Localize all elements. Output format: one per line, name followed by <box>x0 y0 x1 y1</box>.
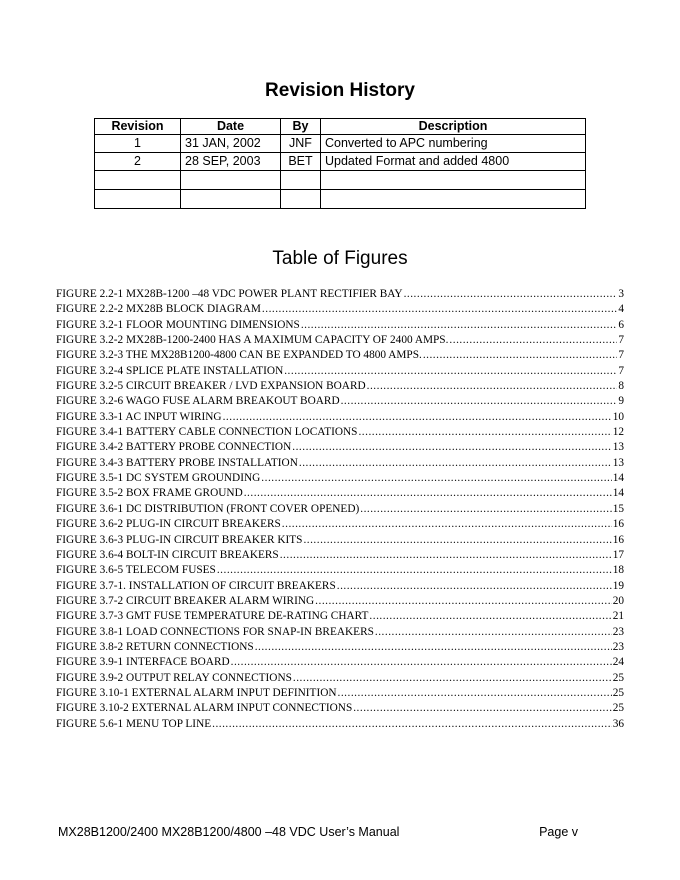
toc-entry-label: FIGURE 3.8-2 RETURN CONNECTIONS <box>56 640 254 653</box>
toc-entry-label: FIGURE 3.2-1 FLOOR MOUNTING DIMENSIONS <box>56 318 300 331</box>
toc-entry-page: 36 <box>612 717 624 730</box>
toc-entry[interactable] <box>56 302 624 317</box>
toc-entry[interactable] <box>56 594 624 609</box>
toc-entry-label: FIGURE 3.8-1 LOAD CONNECTIONS FOR SNAP-IN BREAKERS <box>56 625 374 638</box>
toc-entry-label: FIGURE 3.6-2 PLUG-IN CIRCUIT BREAKERS <box>56 518 281 531</box>
toc-entry[interactable] <box>56 502 624 517</box>
cell-empty <box>181 171 281 190</box>
toc-entry[interactable] <box>56 517 624 532</box>
cell-empty <box>321 190 586 209</box>
toc-entry-label: FIGURE 3.4-3 BATTERY PROBE INSTALLATION <box>56 456 298 469</box>
toc-dot-leader <box>255 640 612 655</box>
toc-entry-page: 23 <box>612 625 624 638</box>
cell-description: Converted to APC numbering <box>321 135 586 153</box>
toc-entry-page: 9 <box>618 395 624 408</box>
toc-entry-label: FIGURE 2.2-1 MX28B-1200 –48 VDC POWER PLANT RECTIFIER BAY <box>56 288 403 300</box>
toc-entry-page: 14 <box>612 487 624 500</box>
cell-by: JNF <box>281 135 321 153</box>
toc-entry-page: 25 <box>612 686 624 699</box>
toc-entry[interactable] <box>56 548 624 563</box>
toc-entry-page: 25 <box>612 671 624 684</box>
toc-entry-page: 13 <box>612 456 624 469</box>
toc-dot-leader <box>338 686 612 701</box>
toc-entry[interactable] <box>56 471 624 486</box>
table-of-figures-list <box>56 287 624 732</box>
toc-entry-page: 21 <box>612 610 624 623</box>
toc-entry[interactable] <box>56 333 624 348</box>
toc-dot-leader <box>375 625 612 640</box>
toc-entry-label: FIGURE 3.5-2 BOX FRAME GROUND <box>56 487 243 500</box>
cell-empty <box>281 190 321 209</box>
footer-page-number: Page v <box>539 825 578 839</box>
cell-empty <box>95 190 181 209</box>
toc-entry-page: 7 <box>618 349 624 362</box>
toc-dot-leader <box>337 579 612 594</box>
toc-entry-label: FIGURE 3.2-2 MX28B-1200-2400 HAS A MAXIMUM CAPACITY OF 2400 AMPS. <box>56 334 449 347</box>
toc-entry[interactable] <box>56 364 624 379</box>
toc-entry-page: 13 <box>612 441 624 454</box>
toc-dot-leader <box>231 655 612 670</box>
table-row-empty <box>95 190 586 209</box>
toc-entry[interactable] <box>56 410 624 425</box>
toc-dot-leader <box>315 594 612 609</box>
toc-dot-leader <box>299 456 612 471</box>
toc-entry[interactable] <box>56 655 624 670</box>
toc-entry-label: FIGURE 3.3-1 AC INPUT WIRING <box>56 410 222 423</box>
table-row <box>95 153 586 171</box>
toc-dot-leader <box>262 302 617 317</box>
toc-dot-leader <box>282 517 612 532</box>
toc-entry-label: FIGURE 3.6-4 BOLT-IN CIRCUIT BREAKERS <box>56 548 279 561</box>
toc-entry-label: FIGURE 3.4-2 BATTERY PROBE CONNECTION <box>56 441 292 454</box>
toc-entry-page: 10 <box>612 410 624 423</box>
toc-entry-page: 16 <box>612 518 624 531</box>
table-row <box>95 135 586 153</box>
toc-dot-leader <box>261 471 611 486</box>
toc-dot-leader <box>217 563 612 578</box>
toc-entry-label: FIGURE 3.5-1 DC SYSTEM GROUNDING <box>56 472 261 485</box>
toc-entry[interactable] <box>56 440 624 455</box>
toc-dot-leader <box>404 287 618 302</box>
cell-empty <box>281 171 321 190</box>
toc-entry[interactable] <box>56 563 624 578</box>
toc-entry-label: FIGURE 3.6-3 PLUG-IN CIRCUIT BREAKER KITS <box>56 533 303 546</box>
cell-revision: 1 <box>95 135 181 153</box>
toc-dot-leader <box>369 609 611 624</box>
toc-entry[interactable] <box>56 486 624 501</box>
table-of-figures-title: Table of Figures <box>272 248 408 269</box>
cell-empty <box>181 190 281 209</box>
toc-entry-label: FIGURE 3.6-5 TELECOM FUSES <box>56 564 216 577</box>
header-by: By <box>281 119 321 135</box>
toc-dot-leader <box>360 502 611 517</box>
toc-dot-leader <box>293 671 612 686</box>
toc-dot-leader <box>212 717 612 732</box>
cell-empty <box>95 171 181 190</box>
cell-date: 28 SEP, 2003 <box>181 153 281 171</box>
toc-entry-page: 7 <box>618 334 624 347</box>
toc-entry-label: FIGURE 3.10-1 EXTERNAL ALARM INPUT DEFINITION <box>56 686 337 699</box>
toc-entry-page: 23 <box>612 640 624 653</box>
toc-dot-leader <box>244 486 612 501</box>
toc-entry[interactable] <box>56 318 624 333</box>
toc-dot-leader <box>303 533 611 548</box>
cell-empty <box>321 171 586 190</box>
toc-dot-leader <box>367 379 618 394</box>
cell-description: Updated Format and added 4800 <box>321 153 586 171</box>
toc-entry[interactable] <box>56 717 624 732</box>
header-description: Description <box>321 119 586 135</box>
toc-entry-label: FIGURE 3.2-3 THE MX28B1200-4800 CAN BE EXPANDED TO 4800 AMPS. <box>56 349 422 362</box>
toc-entry[interactable] <box>56 701 624 716</box>
toc-dot-leader <box>353 701 611 716</box>
toc-entry[interactable] <box>56 287 624 302</box>
header-revision: Revision <box>95 119 181 135</box>
toc-entry-page: 16 <box>612 533 624 546</box>
toc-entry[interactable] <box>56 348 624 363</box>
toc-entry-page: 4 <box>618 303 624 316</box>
toc-entry-page: 25 <box>612 702 624 715</box>
table-row-empty <box>95 171 586 190</box>
toc-entry-label: FIGURE 3.9-2 OUTPUT RELAY CONNECTIONS <box>56 671 292 684</box>
toc-entry-label: FIGURE 3.7-2 CIRCUIT BREAKER ALARM WIRING <box>56 594 315 607</box>
toc-entry-page: 17 <box>612 548 624 561</box>
toc-entry-label: FIGURE 2.2-2 MX28B BLOCK DIAGRAM <box>56 303 261 316</box>
toc-dot-leader <box>284 364 617 379</box>
toc-entry-page: 6 <box>618 318 624 331</box>
toc-entry-page: 18 <box>612 564 624 577</box>
toc-entry[interactable] <box>56 456 624 471</box>
cell-date: 31 JAN, 2002 <box>181 135 281 153</box>
toc-entry[interactable] <box>56 671 624 686</box>
cell-by: BET <box>281 153 321 171</box>
toc-entry-label: FIGURE 3.2-4 SPLICE PLATE INSTALLATION <box>56 364 284 377</box>
table-header-row <box>95 119 586 135</box>
toc-entry-label: FIGURE 3.7-1. INSTALLATION OF CIRCUIT BREAKERS <box>56 579 336 592</box>
toc-entry[interactable] <box>56 533 624 548</box>
toc-entry[interactable] <box>56 609 624 624</box>
toc-dot-leader <box>423 348 618 363</box>
toc-entry-label: FIGURE 3.6-1 DC DISTRIBUTION (FRONT COVER OPENED) <box>56 502 360 515</box>
header-date: Date <box>181 119 281 135</box>
revision-history-table <box>94 118 586 209</box>
toc-entry[interactable] <box>56 625 624 640</box>
toc-entry-page: 20 <box>612 594 624 607</box>
toc-entry[interactable] <box>56 394 624 409</box>
toc-entry-label: FIGURE 3.9-1 INTERFACE BOARD <box>56 656 230 669</box>
toc-dot-leader <box>449 333 617 348</box>
toc-entry[interactable] <box>56 425 624 440</box>
toc-entry-page: 12 <box>612 426 624 439</box>
toc-entry-label: FIGURE 3.2-6 WAGO FUSE ALARM BREAKOUT BOARD <box>56 395 340 408</box>
toc-dot-leader <box>341 394 618 409</box>
toc-entry-page: 15 <box>612 502 624 515</box>
toc-entry-page: 8 <box>618 380 624 393</box>
toc-dot-leader <box>301 318 618 333</box>
toc-entry-page: 7 <box>618 364 624 377</box>
toc-entry-page: 3 <box>618 288 624 300</box>
toc-dot-leader <box>223 410 612 425</box>
footer-manual-title: MX28B1200/2400 MX28B1200/4800 –48 VDC User’s Manual <box>58 825 400 839</box>
toc-entry[interactable] <box>56 686 624 701</box>
toc-entry-page: 19 <box>612 579 624 592</box>
toc-entry[interactable] <box>56 379 624 394</box>
toc-entry[interactable] <box>56 579 624 594</box>
toc-entry-label: FIGURE 3.2-5 CIRCUIT BREAKER / LVD EXPANSION BOARD <box>56 380 366 393</box>
toc-dot-leader <box>358 425 611 440</box>
toc-entry[interactable] <box>56 640 624 655</box>
toc-entry-label: FIGURE 3.7-3 GMT FUSE TEMPERATURE DE-RATING CHART <box>56 610 369 623</box>
toc-entry-label: FIGURE 3.10-2 EXTERNAL ALARM INPUT CONNECTIONS <box>56 702 353 715</box>
toc-dot-leader <box>280 548 612 563</box>
revision-history-title: Revision History <box>265 80 415 101</box>
cell-revision: 2 <box>95 153 181 171</box>
toc-entry-page: 14 <box>612 472 624 485</box>
toc-entry-label: FIGURE 3.4-1 BATTERY CABLE CONNECTION LOCATIONS <box>56 426 358 439</box>
toc-entry-page: 24 <box>612 656 624 669</box>
toc-dot-leader <box>292 440 611 455</box>
toc-entry-label: FIGURE 5.6-1 MENU TOP LINE <box>56 717 212 730</box>
